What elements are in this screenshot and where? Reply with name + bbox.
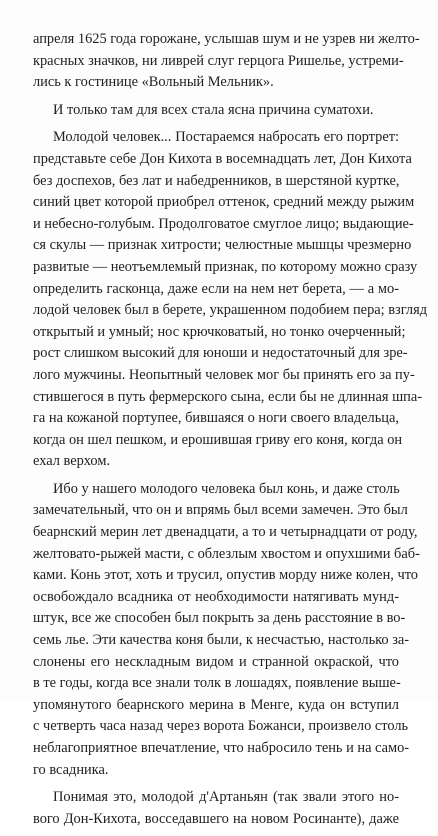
text-line: освобождало всадника от необходимости натягивать мунд- [33, 588, 399, 605]
text-line: красных значков, ни ливрей слуг герцога Ришелье, устреми- [33, 52, 404, 69]
text-line: ехал верхом. [33, 453, 111, 470]
paragraph-2 [33, 100, 399, 122]
text-line: штук, все же способен был покрыть за день расстояние в во- [33, 610, 406, 627]
text-line: лого мужчины. Неопытный человек мог бы принять его за пу- [33, 366, 415, 383]
text-line: Молодой человек... Постараемся набросать его портрет: [53, 129, 399, 146]
text-line: когда он шел пешком, и ерошившая гриву его коня, когда он [33, 431, 403, 448]
text-line: Ибо у нашего молодого человека был конь, и даже столь [53, 480, 400, 497]
text-line: в те годы, когда все знали толк в лошадях, появление выше- [33, 675, 401, 692]
paragraph-3 [33, 127, 428, 473]
text-line: определить гасконца, даже если на нем нет берета, — а мо- [33, 280, 399, 297]
text-line: рост слишком высокий для юноши и недостаточный для зре- [33, 345, 408, 362]
text-line: упомянутого беарнского мерина в Менге, куда он вступил [33, 696, 399, 713]
paragraph-1 [33, 29, 420, 94]
text-line: семь лье. Эти качества коня были, к несчастью, настолько за- [33, 632, 410, 649]
text-line: слонены его нескладным видом и странной окраской, что [33, 653, 399, 670]
text-line: развитые — неотъемлемый признак, по которому можно сразу [33, 258, 418, 275]
paragraph-4 [33, 479, 420, 781]
text-line: без доспехов, без лат и набедренников, в шерстяной куртке, [33, 172, 400, 189]
text-line: синий цвет которой приобрел оттенок, средний между рыжим [33, 194, 415, 211]
text-line: беарнский мерин лет двенадцати, а то и четырнадцати от роду, [33, 524, 418, 541]
text-line: Понимая это, молодой д'Артаньян (так звали этого но- [53, 789, 399, 806]
text-line: стившегося в путь фермерского сына, если бы не длинная шпа- [33, 388, 423, 405]
text-line: И только там для всех стала ясна причина суматохи. [53, 101, 374, 118]
text-line: желтовато-рыжей масти, с облезлым хвостом и опухшими баб- [33, 545, 420, 562]
text-line: открытый и умный; нос крючковатый, но тонко очерченный; [33, 323, 406, 340]
text-line: апреля 1625 года горожане, услышав шум и не узрев ни желто- [33, 31, 420, 47]
body-text [33, 29, 428, 836]
text-line: неблагоприятное впечатление, что набросило тень и на само- [33, 740, 410, 756]
text-line: с четверть часа назад через ворота Божанси, произвело столь [33, 718, 409, 735]
text-line: ся скулы — признак хитрости; челюстные мышцы чрезмерно [33, 237, 412, 254]
paragraph-5 [33, 787, 399, 830]
text-line: замечательный, что он и впрямь был всеми замечен. Это был [33, 502, 408, 519]
text-line: лись к гостинице «Вольный Мельник». [33, 74, 274, 91]
text-line: лодой человек был в берете, украшенном подобием пера; взгляд [33, 302, 428, 319]
text-line: го всадника. [33, 761, 109, 778]
text-line: вого Дон-Кихота, восседавшего на новом Росинанте), даже [33, 810, 399, 827]
text-line: ками. Конь этот, хоть и трусил, опустив морду ниже колен, что [33, 567, 419, 584]
text-line: и небесно-голубым. Продолговатое смуглое лицо; выдающие- [33, 215, 414, 232]
text-line: га на кожаной портупее, бившаяся о ноги своего владельца, [33, 410, 399, 427]
text-line: представьте себе Дон Кихота в восемнадцать лет, Дон Кихота [33, 150, 412, 167]
